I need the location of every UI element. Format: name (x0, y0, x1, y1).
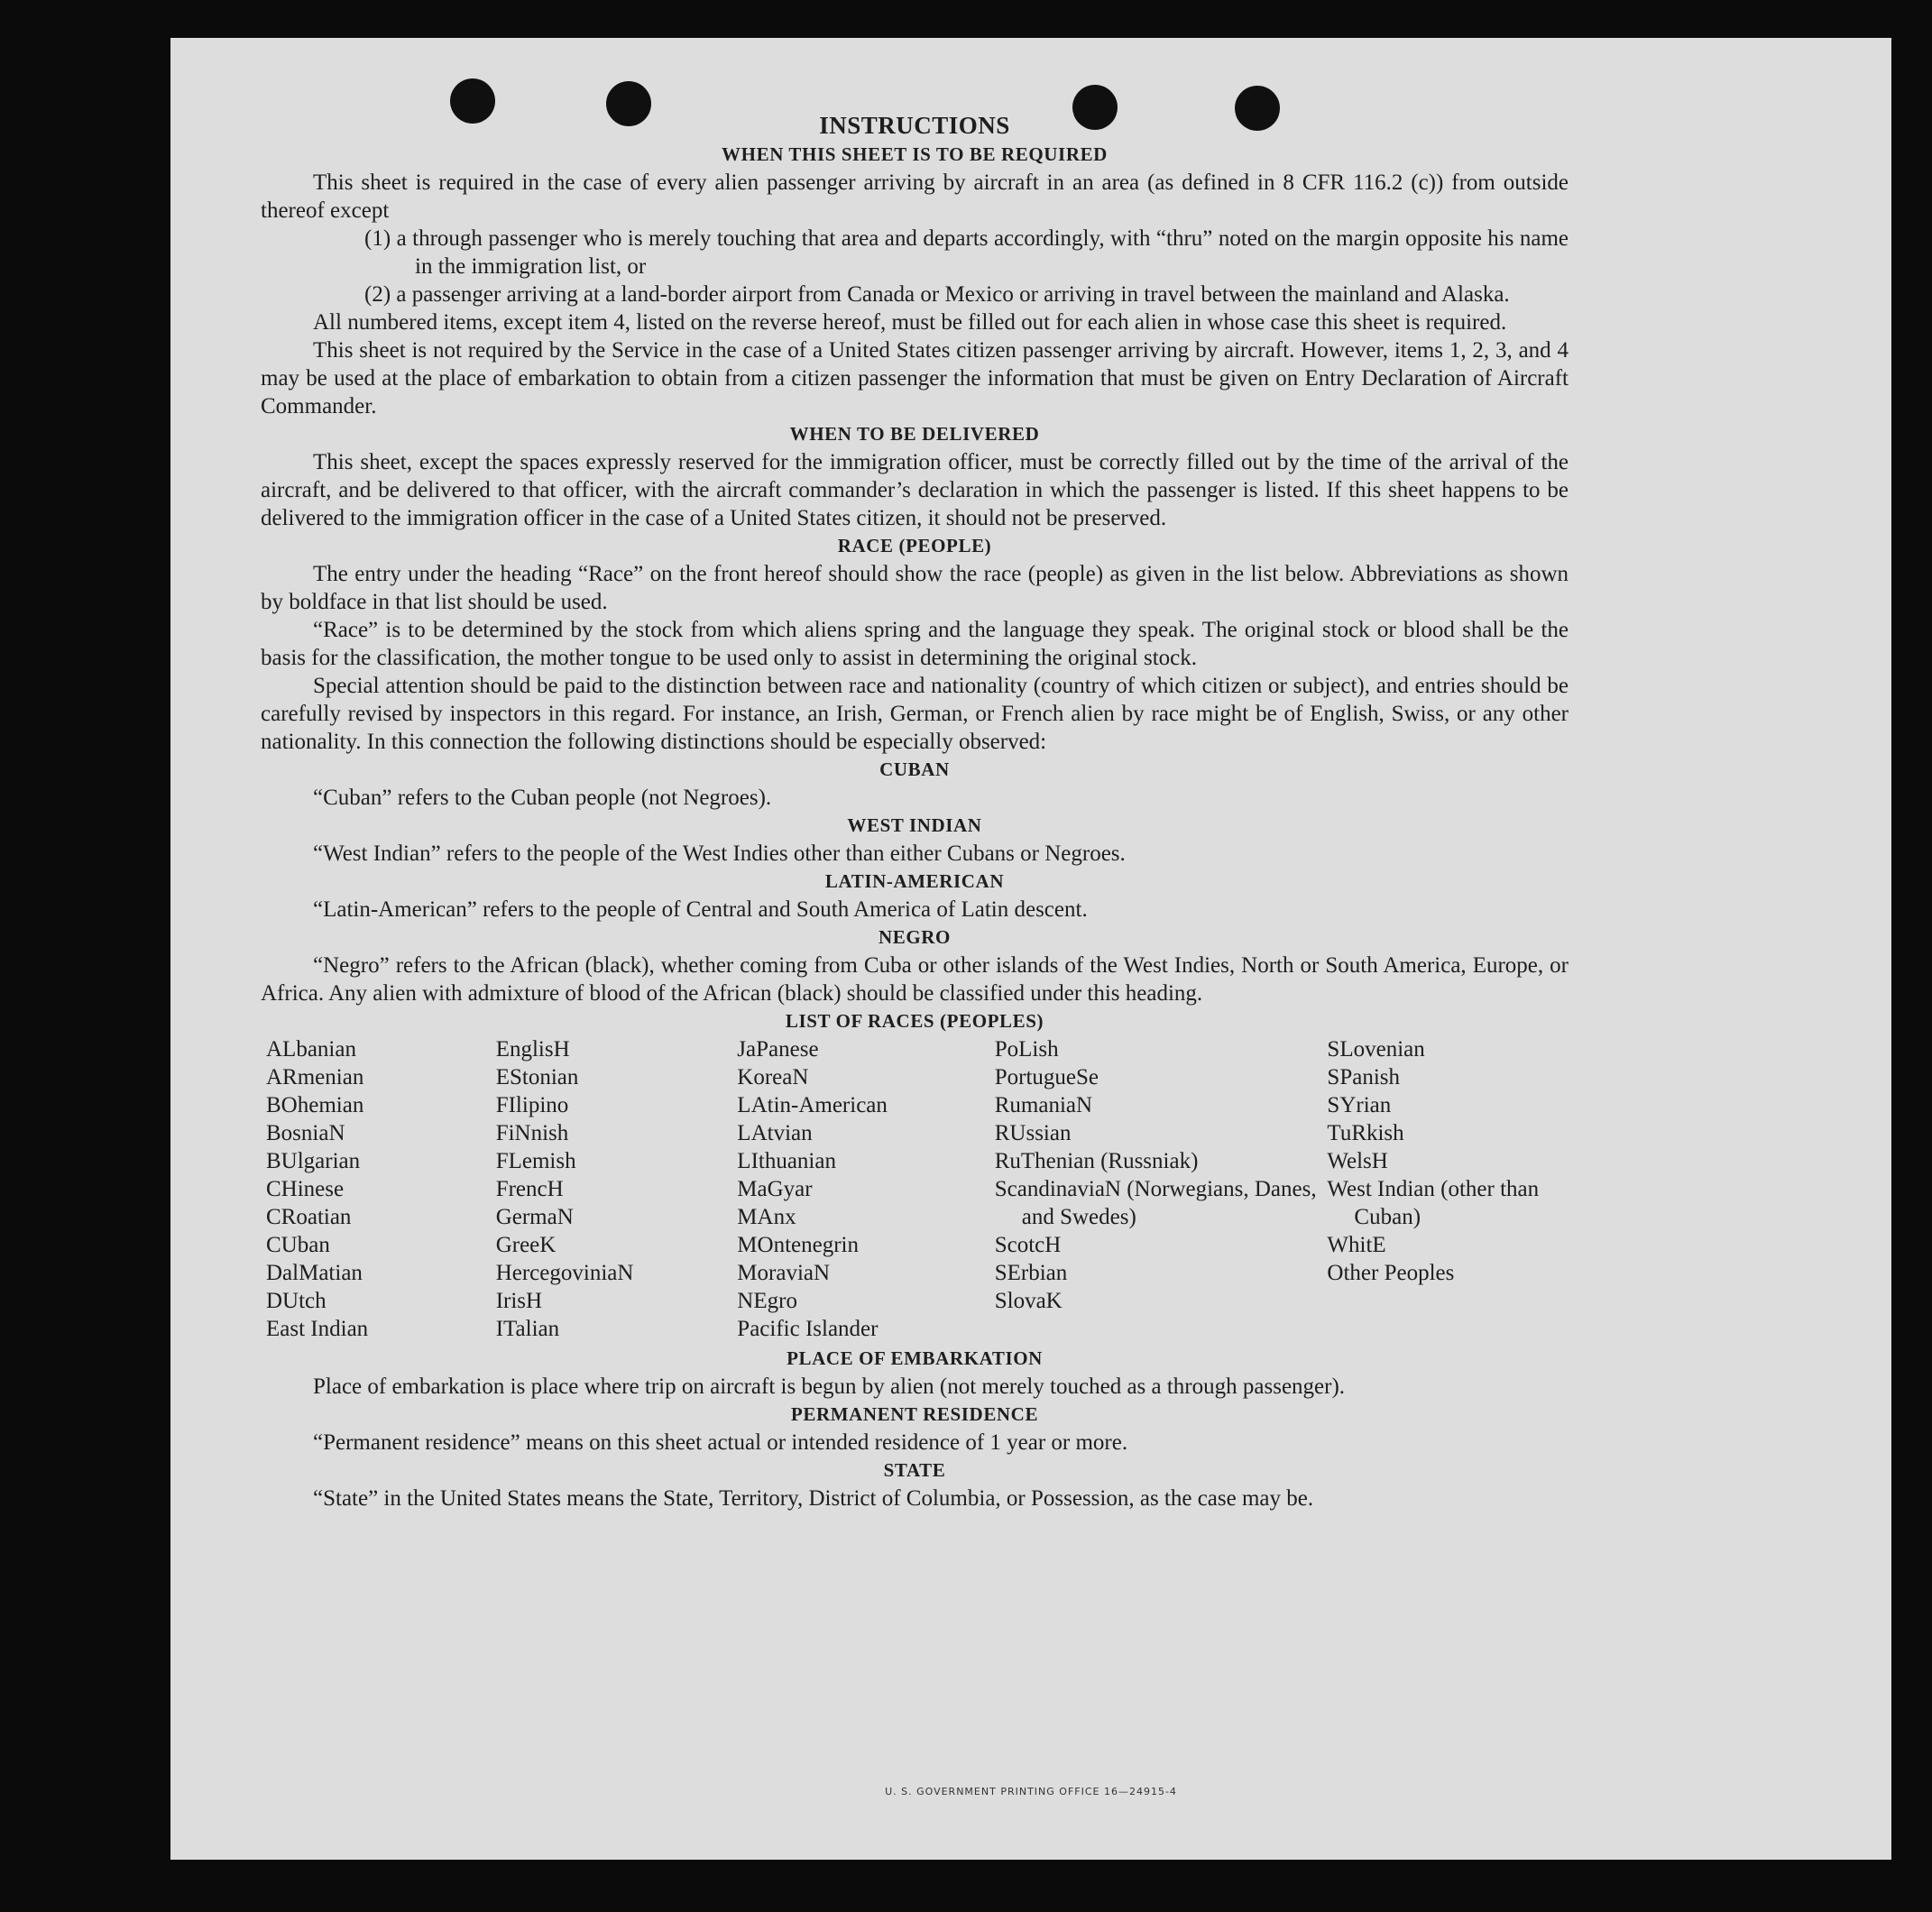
paragraph-permanent-residence: “Permanent residence” means on this sheet actual or intended residence of 1 year or more. (313, 1430, 1128, 1455)
race-item: GreeK (495, 1233, 557, 1257)
heading-list-of-races: LIST OF RACES (PEOPLES) (785, 1010, 1044, 1032)
race-item: ITalian (495, 1317, 560, 1341)
race-item: CUban (266, 1233, 330, 1257)
races-column-4 (995, 1035, 1328, 1343)
race-item: ScotcH (994, 1233, 1062, 1257)
race-item: BosniaN (266, 1121, 345, 1145)
heading-when-required: WHEN THIS SHEET IS TO BE REQUIRED (722, 143, 1108, 165)
heading-permanent-residence: PERMANENT RESIDENCE (790, 1403, 1039, 1425)
paragraph-latin-american: “Latin-American” refers to the people of Central and South America of Latin descent. (313, 897, 1088, 922)
race-item: DalMatian (266, 1261, 363, 1285)
paragraph-when-required-2: All numbered items, except item 4, listed on the reverse hereof, must be filled out for each alien in whose case this sheet is required. (313, 310, 1507, 335)
race-item: KoreaN (737, 1065, 809, 1089)
race-item: DUtch (266, 1289, 327, 1313)
race-item: LAtin-American (737, 1093, 888, 1117)
races-list (266, 1035, 1569, 1343)
heading-negro: NEGRO (878, 926, 951, 948)
race-item: ScandinaviaN (Norwegians, Danes, and Swedes) (994, 1177, 1317, 1229)
race-item: SlovaK (994, 1289, 1063, 1313)
race-item: BOhemian (266, 1093, 364, 1117)
heading-race: RACE (PEOPLE) (837, 535, 992, 556)
race-item: East Indian (266, 1317, 369, 1341)
race-item: TuRkish (1327, 1121, 1404, 1145)
paragraph-cuban: “Cuban” refers to the Cuban people (not Negroes). (313, 786, 772, 810)
race-item: EStonian (495, 1065, 579, 1089)
paragraph-negro: “Negro” refers to the African (black), whether coming from Cuba or other islands of the West Indies, North or South America, Europe, or Africa. Any alien with admixture of blood of the African (black) should be classified under this heading. (261, 953, 1569, 1006)
race-item: FrencH (495, 1177, 564, 1201)
race-item: RUssian (994, 1121, 1072, 1145)
race-item: FLemish (495, 1149, 576, 1173)
instructions-body (261, 110, 1569, 1512)
race-item: RumaniaN (994, 1093, 1093, 1117)
heading-cuban: CUBAN (879, 758, 950, 780)
race-item: PortugueSe (994, 1065, 1099, 1089)
race-item: NEgro (737, 1289, 797, 1313)
races-column-5 (1327, 1035, 1569, 1343)
race-item: ARmenian (266, 1065, 364, 1089)
race-item: LAtvian (737, 1121, 813, 1145)
race-item: IrisH (495, 1289, 543, 1313)
heading-embarkation: PLACE OF EMBARKATION (787, 1347, 1043, 1369)
document-page (170, 38, 1891, 1860)
heading-latin-american: LATIN-AMERICAN (824, 870, 1005, 892)
paragraph-race-2: “Race” is to be determined by the stock from which aliens spring and the language they speak. The original stock or blood shall be the basis for the classification, the mother tongue to be used only to assist in determining the original stock. (261, 618, 1569, 670)
race-item: PoLish (994, 1037, 1059, 1062)
race-item: LIthuanian (737, 1149, 836, 1173)
race-item: CHinese (266, 1177, 345, 1201)
paragraph-state: “State” in the United States means the State, Territory, District of Columbia, or Possession, as the case may be. (313, 1486, 1314, 1511)
race-item: FiNnish (495, 1121, 569, 1145)
exception-item-1: (1) a through passenger who is merely touching that area and departs accordingly, with “thru” noted on the margin opposite his name in the immigration list, or (364, 226, 1569, 279)
race-item: CRoatian (266, 1205, 352, 1229)
race-item: ALbanian (266, 1037, 356, 1062)
races-column-2 (496, 1035, 738, 1343)
race-item: EnglisH (495, 1037, 570, 1062)
paragraph-when-required-1: This sheet is required in the case of every alien passenger arriving by aircraft in an area (as defined in 8 CFR 116.2 (c)) from outside thereof except (261, 170, 1569, 223)
race-item: Other Peoples (1327, 1261, 1455, 1285)
page-title: INSTRUCTIONS (819, 112, 1010, 139)
races-column-1 (266, 1035, 496, 1343)
race-item: SPanish (1327, 1065, 1401, 1089)
heading-state: STATE (883, 1459, 946, 1481)
race-item: MaGyar (737, 1177, 813, 1201)
race-item: HercegoviniaN (495, 1261, 634, 1285)
race-item: MAnx (737, 1205, 796, 1229)
races-column-3 (737, 1035, 994, 1343)
race-item: JaPanese (737, 1037, 819, 1062)
race-item: MOntenegrin (737, 1233, 859, 1257)
race-item: GermaN (495, 1205, 574, 1229)
race-item: RuThenian (Russniak) (994, 1149, 1199, 1173)
paragraph-embarkation: Place of embarkation is place where trip on aircraft is begun by alien (not merely touched as a through passenger). (313, 1374, 1346, 1399)
race-item: SLovenian (1327, 1037, 1425, 1062)
race-item: WelsH (1327, 1149, 1388, 1173)
paragraph-when-delivered: This sheet, except the spaces expressly reserved for the immigration officer, must be correctly filled out by the time of the arrival of the aircraft, and be delivered to that officer, with the aircraft commander’s declaration in which the passenger is listed. If this sheet happens to be delivered to the immigration officer in the case of a United States citizen, it should not be preserved. (261, 450, 1569, 530)
race-item: Pacific Islander (737, 1317, 879, 1341)
race-item: MoraviaN (737, 1261, 831, 1285)
heading-when-delivered: WHEN TO BE DELIVERED (789, 423, 1040, 445)
paragraph-race-1: The entry under the heading “Race” on the front hereof should show the race (people) as given in the list below. Abbreviations as shown by boldface in that list should be used. (261, 562, 1569, 614)
race-item: West Indian (other than Cuban) (1327, 1177, 1540, 1229)
printer-imprint: U. S. GOVERNMENT PRINTING OFFICE 16—24915-4 (885, 1786, 1177, 1797)
paragraph-when-required-3: This sheet is not required by the Service in the case of a United States citizen passenger arriving by aircraft. However, items 1, 2, 3, and 4 may be used at the place of embarkation to obtain from a citizen passenger the information that must be given on Entry Declaration of Aircraft Commander. (261, 338, 1569, 418)
race-item: FIlipino (495, 1093, 569, 1117)
paragraph-race-3: Special attention should be paid to the distinction between race and nationality (country of which citizen or subject), and entries should be carefully revised by inspectors in this regard. For instance, an Irish, German, or French alien by race might be of English, Swiss, or any other nationality. In this connection the following distinctions should be especially observed: (261, 674, 1569, 754)
race-item: SYrian (1327, 1093, 1392, 1117)
race-item: BUlgarian (266, 1149, 361, 1173)
paragraph-west-indian: “West Indian” refers to the people of the West Indies other than either Cubans or Negroes. (313, 841, 1126, 866)
exception-item-2: (2) a passenger arriving at a land-border airport from Canada or Mexico or arriving in travel between the mainland and Alaska. (364, 282, 1510, 307)
race-item: WhitE (1327, 1233, 1386, 1257)
race-item: SErbian (994, 1261, 1068, 1285)
heading-west-indian: WEST INDIAN (847, 814, 982, 836)
